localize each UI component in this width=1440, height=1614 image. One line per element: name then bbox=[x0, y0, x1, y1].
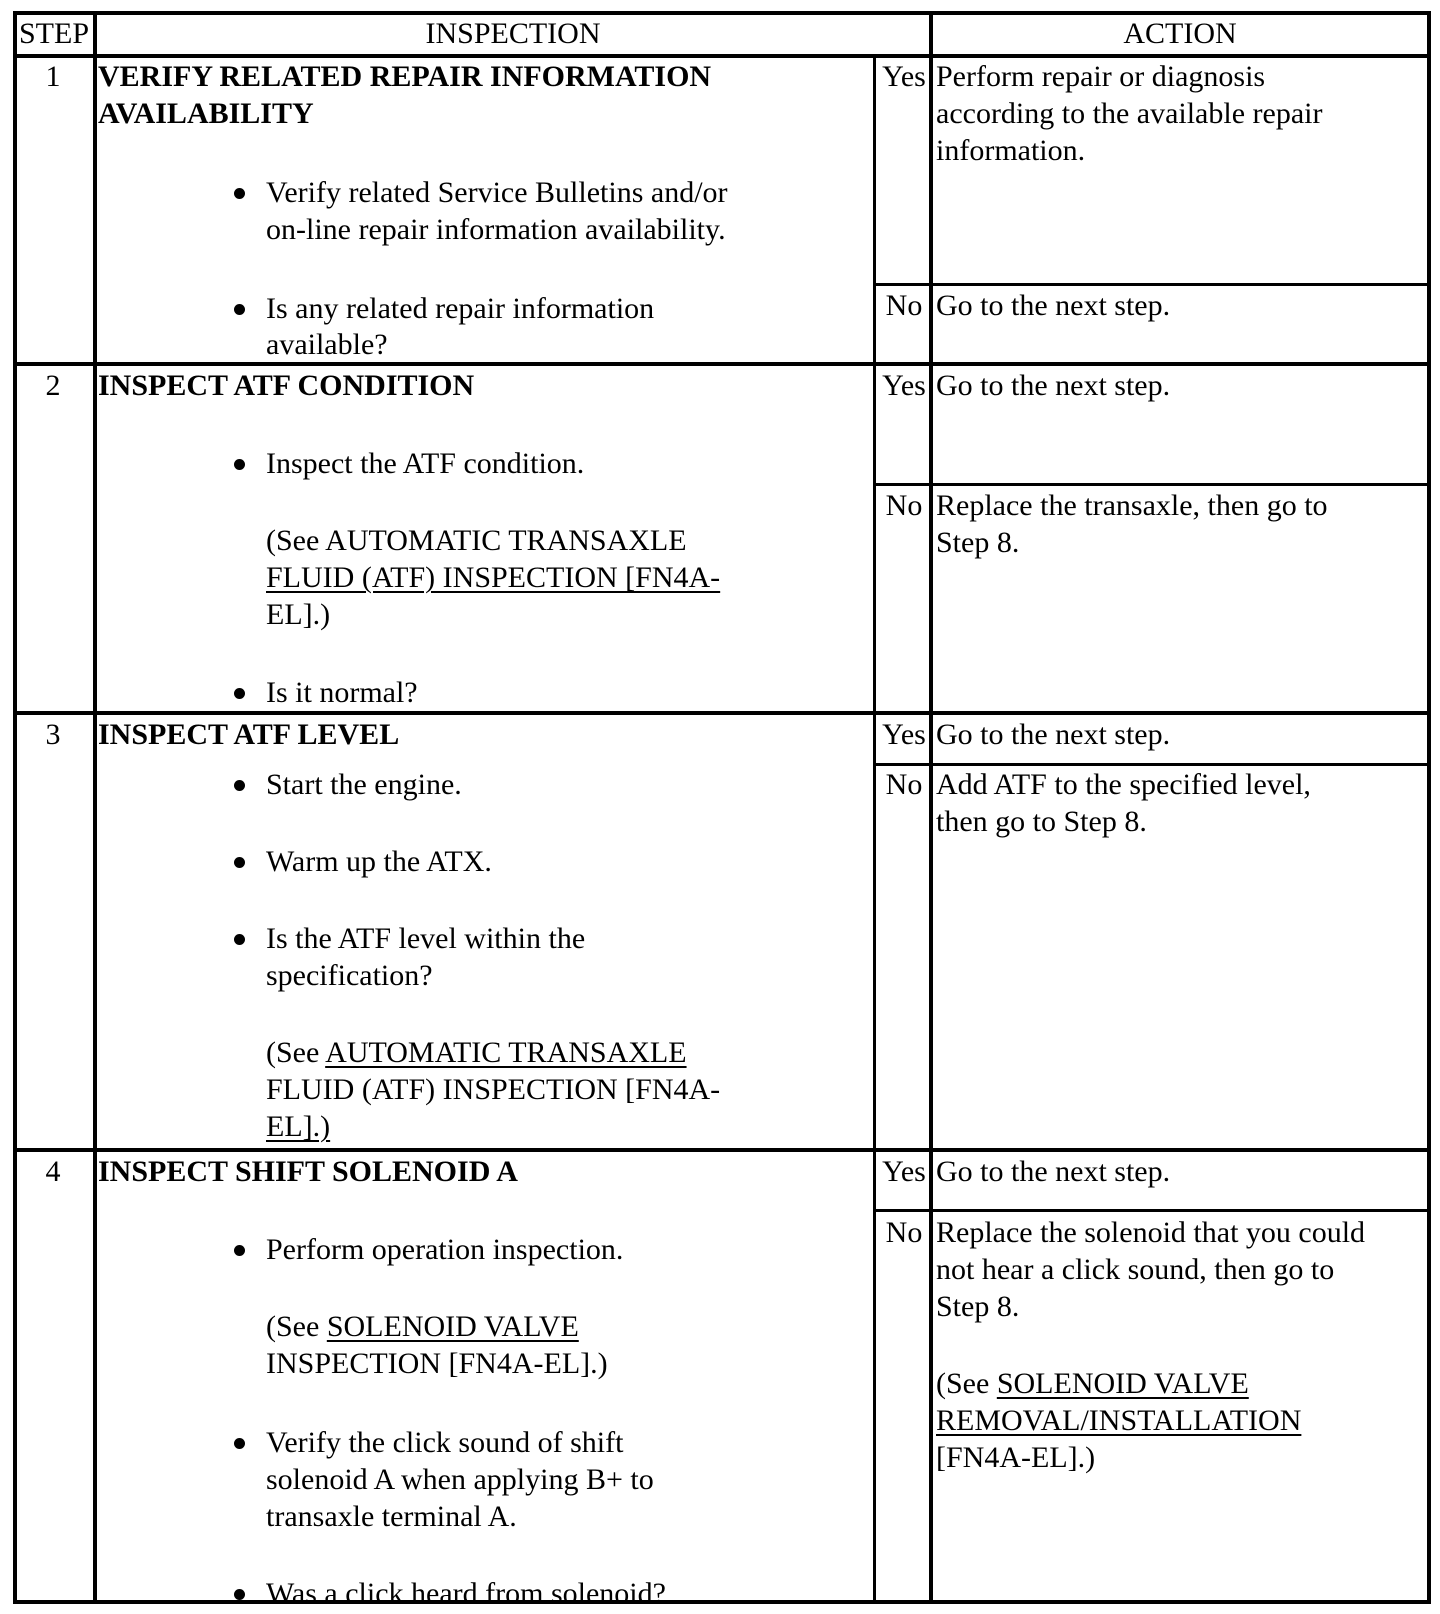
yes-no-divider-4 bbox=[873, 1209, 1431, 1212]
step-2-reference-link-line-2[interactable]: FLUID (ATF) INSPECTION [FN4A- bbox=[266, 561, 721, 594]
header-action: ACTION bbox=[1123, 17, 1237, 50]
step-3-yes-action: Go to the next step. bbox=[936, 718, 1171, 751]
step-2-title: INSPECT ATF CONDITION bbox=[98, 369, 475, 402]
step-2-yes-label: Yes bbox=[882, 369, 926, 402]
step-4-title: INSPECT SHIFT SOLENOID A bbox=[98, 1155, 518, 1188]
step-3-reference-line-2: FLUID (ATF) INSPECTION [FN4A- bbox=[266, 1073, 721, 1106]
step-3-yes-label: Yes bbox=[882, 718, 926, 751]
step-4-bullet-2-line-3: transaxle terminal A. bbox=[266, 1500, 517, 1533]
reference-link[interactable]: SOLENOID VALVE bbox=[996, 1367, 1249, 1400]
step-number-3: 3 bbox=[45, 718, 61, 751]
step-3-title: INSPECT ATF LEVEL bbox=[98, 718, 400, 751]
step-4-reference-line-2: INSPECTION [FN4A-EL].) bbox=[266, 1347, 608, 1380]
step-4-no-reference-link-line-2[interactable]: REMOVAL/INSTALLATION bbox=[936, 1404, 1302, 1437]
step-4-bullet-3: Was a click heard from solenoid? bbox=[266, 1577, 666, 1610]
step-1-title-line-1: VERIFY RELATED REPAIR INFORMATION bbox=[98, 60, 712, 93]
bullet bbox=[234, 934, 245, 945]
step-2-no-action-line-1: Replace the transaxle, then go to bbox=[936, 489, 1328, 522]
step-2-no-label: No bbox=[885, 489, 923, 522]
step-1-no-label: No bbox=[885, 289, 923, 322]
step-number-2: 2 bbox=[45, 369, 61, 402]
bullet bbox=[234, 857, 245, 868]
step-4-bullet-1: Perform operation inspection. bbox=[266, 1233, 624, 1266]
step-column-divider bbox=[93, 11, 97, 1604]
step-number-4: 4 bbox=[45, 1155, 61, 1188]
step-4-no-label: No bbox=[885, 1216, 923, 1249]
step-1-title-line-2: AVAILABILITY bbox=[98, 97, 314, 130]
step-4-yes-action: Go to the next step. bbox=[936, 1155, 1171, 1188]
step-4-bullet-2-line-2: solenoid A when applying B+ to bbox=[266, 1463, 654, 1496]
step-2-yes-action: Go to the next step. bbox=[936, 369, 1171, 402]
row-divider-3-4 bbox=[13, 1148, 1431, 1152]
reference-link-tail[interactable]: EL].) bbox=[266, 1110, 331, 1143]
bullet bbox=[234, 780, 245, 791]
step-2-reference-line-1: (See AUTOMATIC TRANSAXLE bbox=[266, 524, 687, 557]
step-1-no-action: Go to the next step. bbox=[936, 289, 1171, 322]
step-4-no-action-line-3: Step 8. bbox=[936, 1290, 1020, 1323]
bullet bbox=[234, 459, 245, 470]
step-4-no-reference-line-3: [FN4A-EL].) bbox=[936, 1441, 1096, 1474]
step-3-bullet-3-line-2: specification? bbox=[266, 959, 433, 992]
header-step: STEP bbox=[18, 17, 90, 50]
step-1-bullet-1-line-1: Verify related Service Bulletins and/or bbox=[266, 176, 728, 209]
bullet bbox=[234, 1245, 245, 1256]
bullet bbox=[234, 304, 245, 315]
step-1-bullet-2-line-1: Is any related repair information bbox=[266, 292, 655, 325]
step-2-no-action-line-2: Step 8. bbox=[936, 526, 1020, 559]
step-1-bullet-1-line-2: on-line repair information availability. bbox=[266, 213, 726, 246]
reference-prefix: (See bbox=[936, 1367, 997, 1400]
bullet bbox=[234, 1438, 245, 1449]
step-1-bullet-2-line-2: available? bbox=[266, 328, 388, 361]
step-3-no-label: No bbox=[885, 768, 923, 801]
yes-no-divider-2 bbox=[873, 483, 1431, 486]
yesno-column-divider bbox=[929, 11, 933, 1604]
step-4-yes-label: Yes bbox=[882, 1155, 926, 1188]
step-2-reference-line-3: EL].) bbox=[266, 598, 331, 631]
table-border-left bbox=[13, 11, 17, 1604]
step-1-yes-action-line-2: according to the available repair bbox=[936, 97, 1323, 130]
row-divider-2-3 bbox=[13, 711, 1431, 715]
yes-no-divider-1 bbox=[873, 283, 1431, 286]
table-border-bottom bbox=[13, 1600, 1431, 1604]
bullet bbox=[234, 1589, 245, 1600]
step-4-bullet-2-line-1: Verify the click sound of shift bbox=[266, 1426, 624, 1459]
step-3-bullet-3-line-1: Is the ATF level within the bbox=[266, 922, 586, 955]
step-number-1: 1 bbox=[45, 60, 61, 93]
step-4-reference-line-1 bbox=[266, 1308, 579, 1345]
step-2-bullet-1: Inspect the ATF condition. bbox=[266, 447, 585, 480]
bullet bbox=[234, 188, 245, 199]
table-border-right bbox=[1427, 11, 1431, 1604]
step-1-yes-action-line-1: Perform repair or diagnosis bbox=[936, 60, 1266, 93]
bullet bbox=[234, 688, 245, 699]
step-3-reference-line-3 bbox=[266, 1108, 330, 1145]
step-4-no-reference-line-1 bbox=[936, 1365, 1249, 1402]
step-4-no-action-line-1: Replace the solenoid that you could bbox=[936, 1216, 1366, 1249]
step-1-yes-label: Yes bbox=[882, 60, 926, 93]
reference-link[interactable]: SOLENOID VALVE bbox=[326, 1310, 579, 1343]
header-inspection: INSPECTION bbox=[425, 17, 601, 50]
step-1-yes-action-line-3: information. bbox=[936, 134, 1086, 167]
reference-prefix: (See bbox=[266, 1310, 327, 1343]
row-divider-1-2 bbox=[13, 362, 1431, 366]
reference-prefix: (See bbox=[266, 1036, 326, 1069]
reference-link[interactable]: AUTOMATIC TRANSAXLE bbox=[325, 1036, 687, 1069]
step-3-reference-line-1 bbox=[266, 1034, 687, 1071]
step-2-bullet-2: Is it normal? bbox=[266, 676, 418, 709]
step-3-bullet-2: Warm up the ATX. bbox=[266, 845, 492, 878]
step-3-no-action-line-2: then go to Step 8. bbox=[936, 805, 1147, 838]
step-3-bullet-1: Start the engine. bbox=[266, 768, 462, 801]
step-3-no-action-line-1: Add ATF to the specified level, bbox=[936, 768, 1311, 801]
step-4-no-action-line-2: not hear a click sound, then go to bbox=[936, 1253, 1335, 1286]
